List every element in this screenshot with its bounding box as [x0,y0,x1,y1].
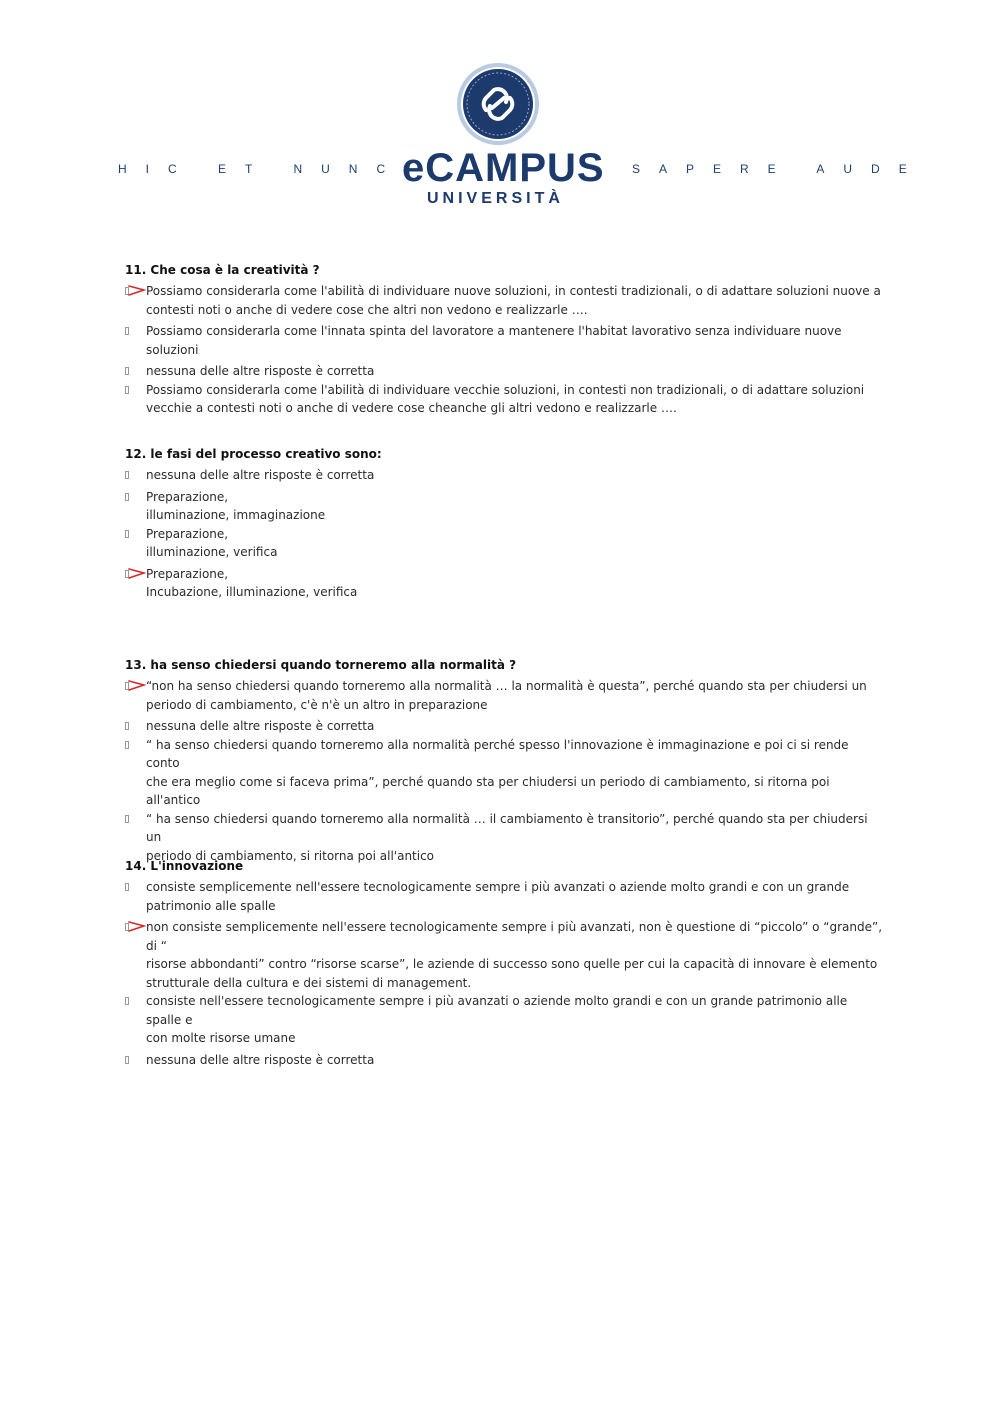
question-title: 12. le fasi del processo creativo sono: [125,447,382,461]
checkbox-icon [125,815,129,823]
question-title: 13. ha senso chiedersi quando torneremo alla normalità ? [125,658,517,672]
question-title: 11. Che cosa è la creatività ? [125,263,320,277]
checkbox-icon [125,471,129,479]
answer-option[interactable] [125,488,885,525]
answer-text: Preparazione, Incubazione, illuminazione, verifica [146,566,358,599]
red-arrow-icon [128,566,146,580]
answer-option[interactable] [125,810,885,866]
answer-option[interactable] [125,736,885,810]
checkbox-icon [125,997,129,1005]
answer-text: Possiamo considerarla come l'innata spinta del lavoratore a mantenere l'habitat lavorativo senza individuare nuove soluzioni [146,324,842,357]
answer-option[interactable] [125,1051,885,1070]
answer-text: consiste semplicemente nell'essere tecnologicamente sempre i più avanzati o aziende molto grandi e con un grande patrimonio alle spalle [146,880,850,913]
answer-option[interactable] [125,362,885,381]
answer-option[interactable] [125,878,885,915]
answer-text: non consiste semplicemente nell'essere tecnologicamente sempre i più avanzati, non è questione di “piccolo” o “grande”, di “ risorse abbondanti” contro “risorse scarse”, le aziende di successo sono quelle per cui la capacità di innovare è elemento strutturale della cultura e dei sistemi di management. [146,920,883,990]
answer-option[interactable] [125,282,885,319]
checkbox-icon [125,883,129,891]
question-11 [125,262,885,418]
page-header [0,0,1000,230]
answer-option[interactable] [125,381,885,418]
logo-subtitle: UNIVERSITÀ [427,190,564,207]
answer-option[interactable] [125,677,885,714]
checkbox-icon [125,386,129,394]
red-arrow-icon [128,919,146,933]
checkbox-icon [125,327,129,335]
question-13 [125,657,885,865]
red-arrow-icon [128,678,146,692]
answer-text: Preparazione, illuminazione, immaginazione [146,489,326,522]
checkbox-icon [125,493,129,501]
answer-option[interactable] [125,992,885,1048]
answer-option[interactable] [125,565,885,602]
answer-text: “ ha senso chiedersi quando torneremo alla normalità … il cambiamento è transitorio”, perché quando sta per chiudersi un periodo di cambiamento, si ritorna poi all'antico [146,811,868,863]
checkbox-icon [125,367,129,375]
checkbox-icon [125,1056,129,1064]
answer-text: Possiamo considerarla come l'abilità di individuare nuove soluzioni, in contesti tradizionali, o di adattare soluzioni nuove a contesti noti o anche di vedere cose che altri non vedono e realizzarle …. [146,284,881,317]
logo-wordmark: eCAMPUS [402,146,605,190]
answer-text: nessuna delle altre risposte è corretta [146,719,375,733]
answer-text: “ ha senso chiedersi quando torneremo alla normalità perché spesso l'innovazione è immaginazione e poi ci si rende conto che era meglio come si faceva prima”, perché quando sta per chiudersi un periodo di cambiamento, si ritorna poi all'antico [146,737,849,807]
motto-left: HIC ET NUNC [118,162,405,176]
question-14 [125,858,885,1069]
answer-text: nessuna delle altre risposte è corretta [146,468,375,482]
question-12 [125,446,885,602]
red-arrow-icon [128,283,146,297]
question-title: 14. L'innovazione [125,859,244,873]
checkbox-icon [125,530,129,538]
answer-text: Preparazione, illuminazione, verifica [146,526,278,559]
answer-text: nessuna delle altre risposte è corretta [146,1052,375,1067]
checkbox-icon [125,722,129,730]
answer-text: Possiamo considerarla come l'abilità di individuare vecchie soluzioni, in contesti non tradizionali, o di adattare soluzioni vecchie a contesti noti o anche di vedere cose cheanche gli altri vedono e realizzarle …. [146,382,865,415]
answer-text: nessuna delle altre risposte è corretta [146,364,375,378]
motto-right: SAPERE AUDE [632,162,926,176]
answer-text: consiste nell'essere tecnologicamente sempre i più avanzati o aziende molto grandi e con un grande patrimonio alle spalle e con molte risorse umane [146,994,848,1045]
answer-option[interactable] [125,717,885,736]
answer-option[interactable] [125,918,885,992]
university-seal-icon [456,62,540,146]
checkbox-icon [125,741,129,749]
answer-option[interactable] [125,466,885,485]
answer-option[interactable] [125,525,885,562]
answer-option[interactable] [125,322,885,359]
answer-text: “non ha senso chiedersi quando torneremo alla normalità … la normalità è questa”, perché quando sta per chiudersi un periodo di cambiamento, c'è n'è un altro in preparazione [146,679,867,712]
